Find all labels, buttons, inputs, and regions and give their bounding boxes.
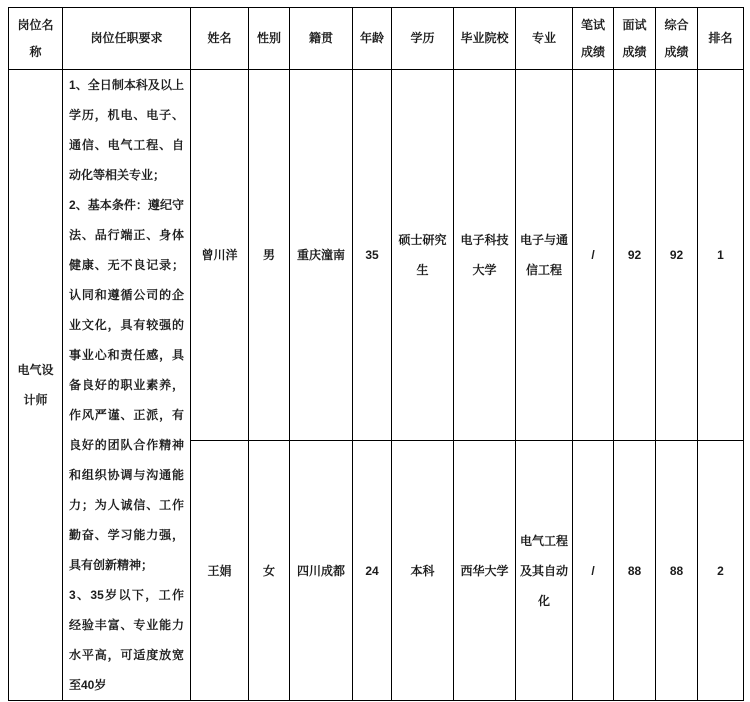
cell-age: 24 [353,441,392,701]
header-cell-position-name: 岗位名称 [9,8,63,70]
table-row [9,70,744,441]
cell-gender: 女 [249,441,290,701]
header-cell-written-score: 笔试成绩 [573,8,614,70]
header-cell-requirements: 岗位任职要求 [63,8,191,70]
cell-education: 本科 [392,441,454,701]
cell-gender: 男 [249,70,290,441]
cell-education: 硕士研究生 [392,70,454,441]
header-cell-native-place: 籍贯 [290,8,353,70]
cell-native-place: 四川成都 [290,441,353,701]
cell-overall-score: 88 [656,441,698,701]
cell-native-place: 重庆潼南 [290,70,353,441]
header-cell-school: 毕业院校 [454,8,516,70]
cell-overall-score: 92 [656,70,698,441]
requirement-item: 2、基本条件：遵纪守法、品行端正、身体健康、无不良记录；认同和遵循公司的企业文化，具有较强的事业心和责任感，具备良好的职业素养，作风严谨、正派，有良好的团队合作精神和组织协调与沟通能力；为人诚信、工作勤奋、学习能力强，具有创新精神； [69,198,184,572]
cell-name: 曾川洋 [191,70,249,441]
header-cell-interview-score: 面试成绩 [614,8,656,70]
cell-major: 电子与通信工程 [516,70,573,441]
cell-age: 35 [353,70,392,441]
candidate-score-table [8,7,744,701]
header-cell-rank: 排名 [698,8,744,70]
cell-major: 电气工程及其自动化 [516,441,573,701]
header-row [9,8,744,70]
requirement-item: 1、全日制本科及以上学历，机电、电子、通信、电气工程、自动化等相关专业； [69,78,184,182]
header-cell-name: 姓名 [191,8,249,70]
header-cell-education: 学历 [392,8,454,70]
cell-written-score: / [573,70,614,441]
header-cell-gender: 性别 [249,8,290,70]
cell-position-name: 电气设计师 [9,70,63,701]
requirement-item: 3、35岁以下，工作经验丰富、专业能力水平高，可适度放宽至40岁 [69,588,184,692]
cell-school: 电子科技大学 [454,70,516,441]
header-cell-overall-score: 综合成绩 [656,8,698,70]
cell-school: 西华大学 [454,441,516,701]
cell-rank: 2 [698,441,744,701]
cell-interview-score: 92 [614,70,656,441]
cell-rank: 1 [698,70,744,441]
cell-position-requirements [63,70,191,701]
cell-interview-score: 88 [614,441,656,701]
cell-name: 王娟 [191,441,249,701]
header-cell-age: 年龄 [353,8,392,70]
header-cell-major: 专业 [516,8,573,70]
cell-written-score: / [573,441,614,701]
